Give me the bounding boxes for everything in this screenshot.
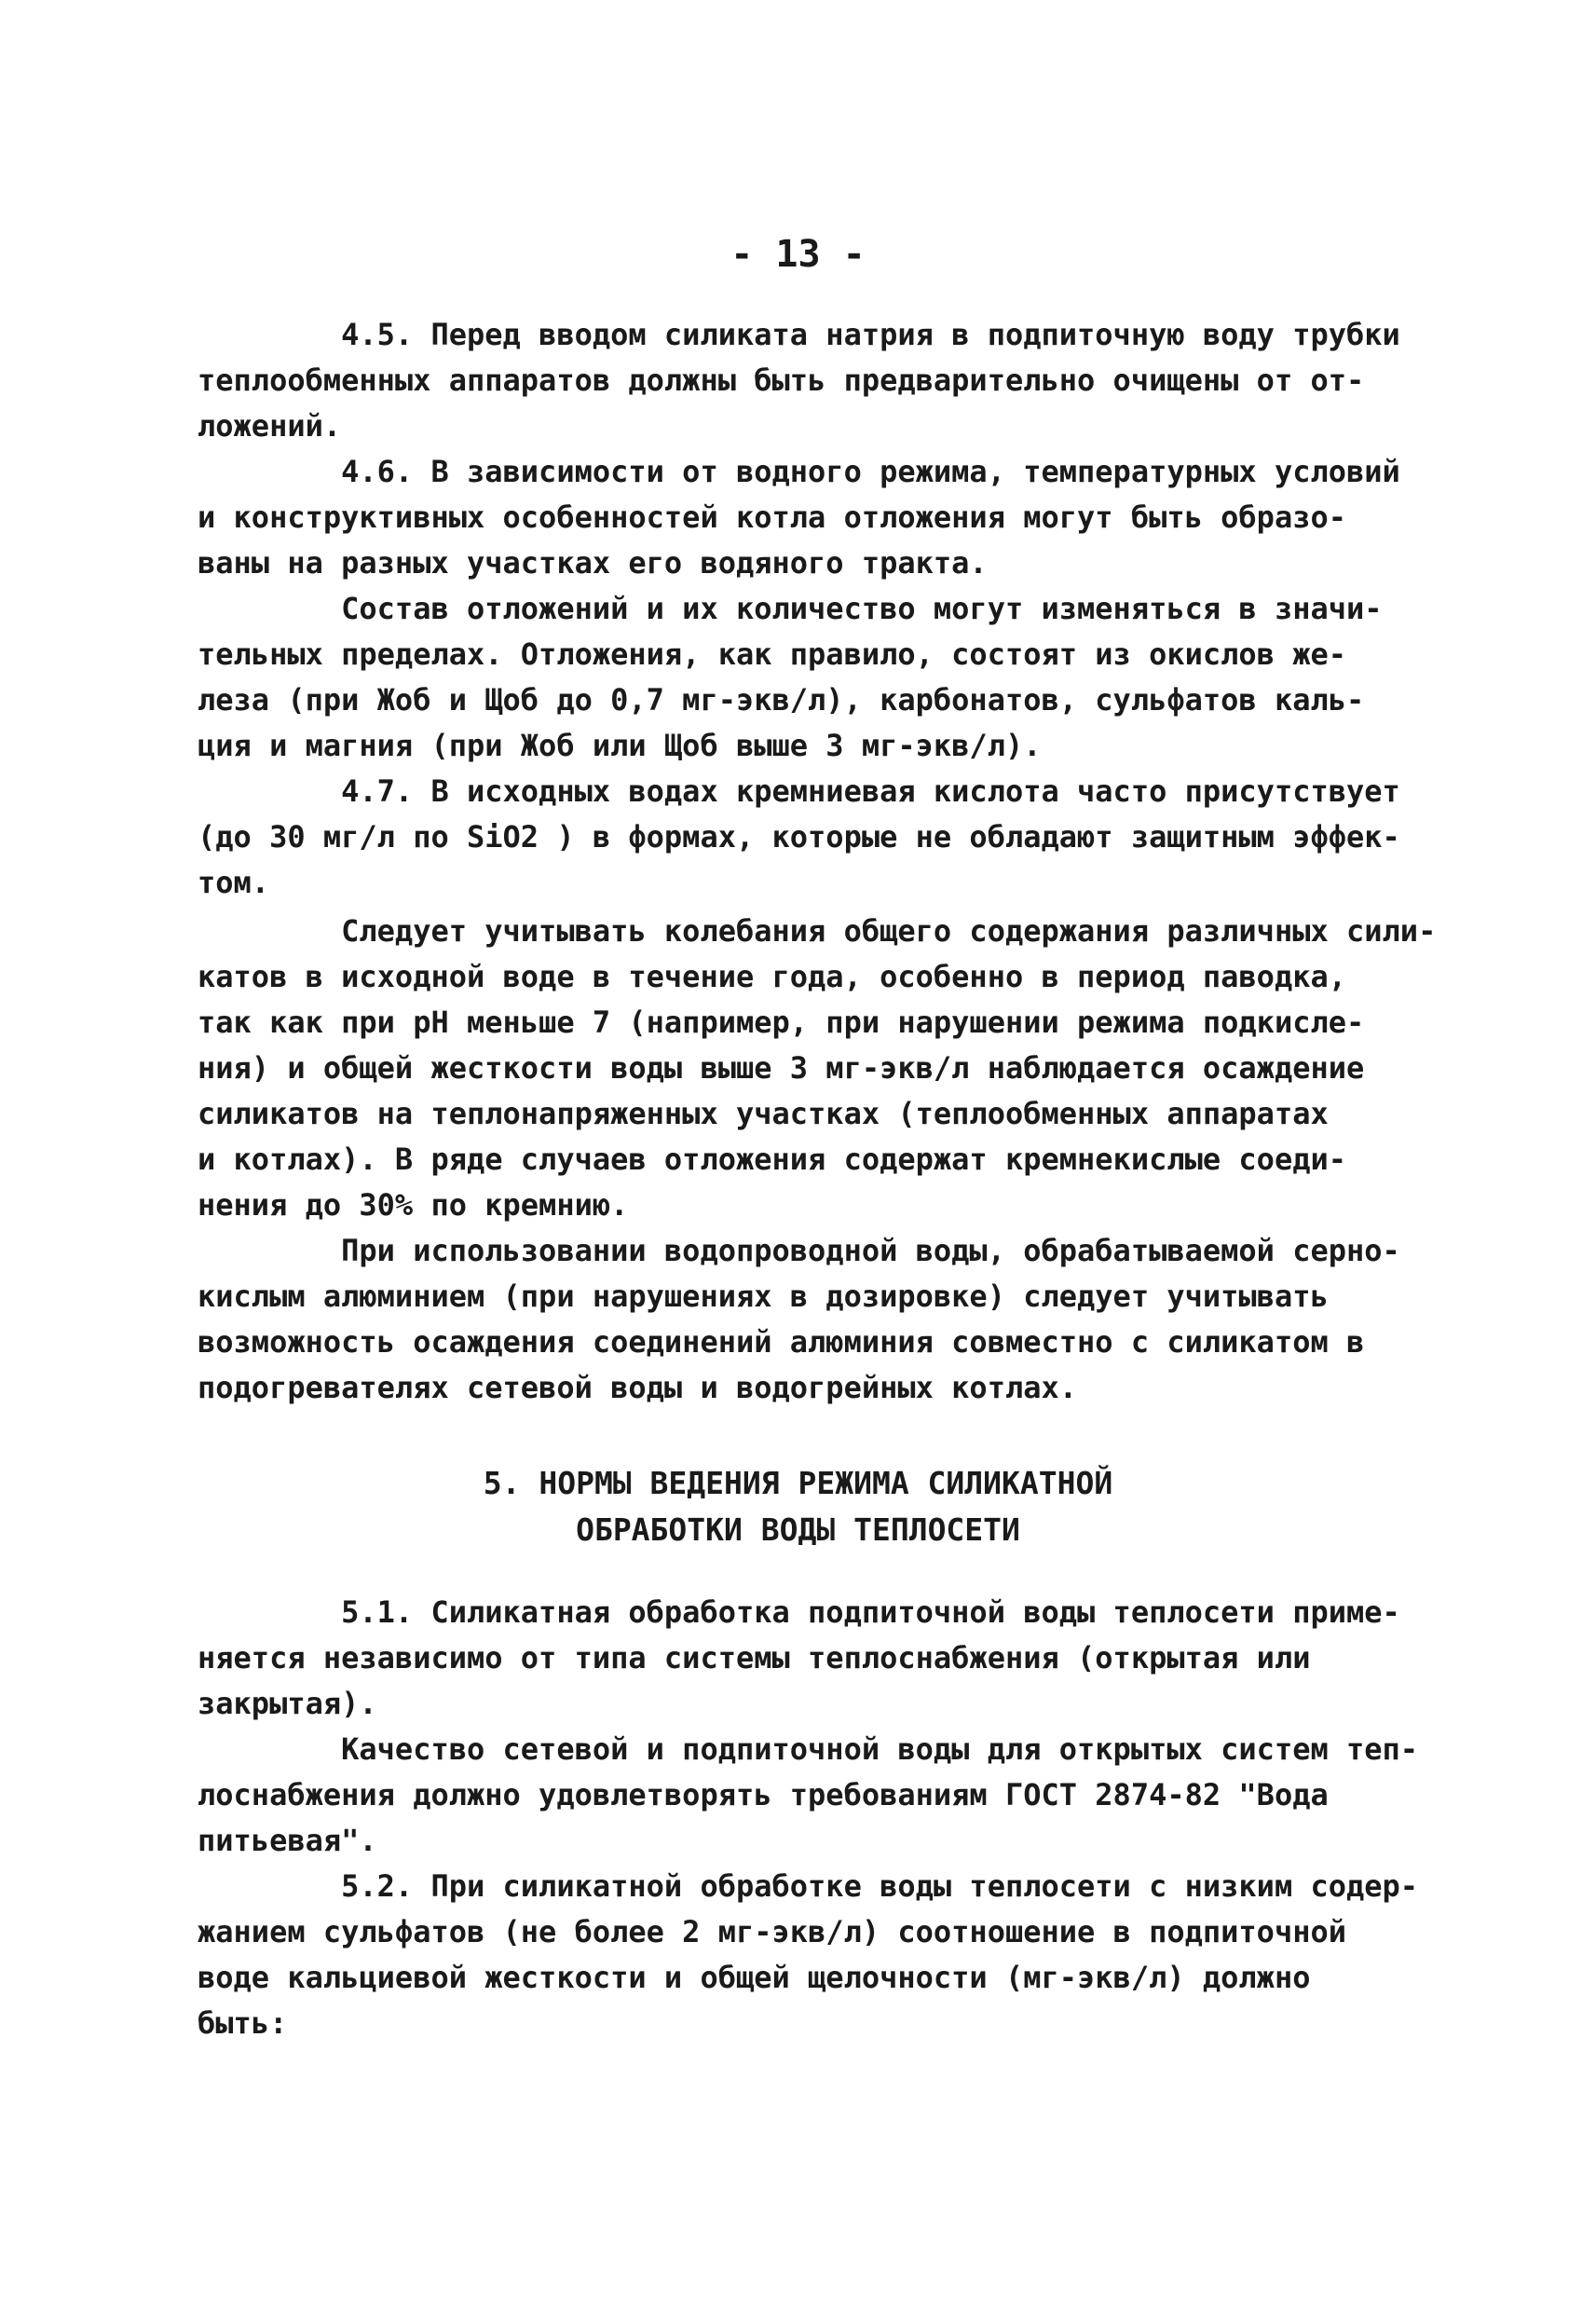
text-line: При использовании водопроводной воды, обрабатываемой серно-	[198, 1233, 1400, 1268]
text-line: ция и магния (при Жоб или Щоб выше 3 мг-экв/л).	[198, 728, 1042, 763]
text-line: 5.1. Силикатная обработка подпиточной воды теплосети приме-	[198, 1594, 1400, 1630]
text-line: закрытая).	[198, 1686, 377, 1721]
text-line: леза (при Жоб и Щоб до 0,7 мг-экв/л), карбонатов, сульфатов каль-	[198, 682, 1365, 718]
text-line: ложений.	[198, 408, 342, 444]
page-number: - 13 -	[730, 233, 866, 276]
section-5-paragraphs	[198, 1590, 1437, 2046]
text-line: и конструктивных особенностей котла отложения могут быть образо-	[198, 499, 1346, 535]
text-line: 4.6. В зависимости от водного режима, температурных условий	[198, 454, 1400, 489]
text-line: ния) и общей жесткости воды выше 3 мг-экв/л наблюдается осаждение	[198, 1050, 1365, 1086]
text-line: ваны на разных участках его водяного тракта.	[198, 545, 988, 581]
text-line: Качество сетевой и подпиточной воды для открытых систем теп-	[198, 1731, 1419, 1767]
text-line: няется независимо от типа системы теплоснабжения (открытая или	[198, 1640, 1311, 1675]
text-line: воде кальциевой жесткости и общей щелочности (мг-экв/л) должно	[198, 1960, 1311, 1995]
text-line: так как при pH меньше 7 (например, при нарушении режима подкисле-	[198, 1005, 1365, 1040]
text-line: лоснабжения должно удовлетворять требованиям ГОСТ 2874-82 "Вода	[198, 1777, 1329, 1812]
text-line: питьевая".	[198, 1823, 377, 1858]
heading-line: 5. НОРМЫ ВЕДЕНИЯ РЕЖИМА СИЛИКАТНОЙ	[483, 1465, 1113, 1501]
text-line: жанием сульфатов (не более 2 мг-экв/л) соотношение в подпиточной	[198, 1914, 1346, 1949]
text-line: (до 30 мг/л по SiO2 ) в формах, которые не обладают защитным эффек-	[198, 819, 1400, 855]
text-line: кислым алюминием (при нарушениях в дозировке) следует учитывать	[198, 1279, 1329, 1314]
text-line: 4.5. Перед вводом силиката натрия в подпиточную воду трубки	[198, 317, 1400, 352]
text-line: быть:	[198, 2005, 288, 2041]
text-line: теплообменных аппаратов должны быть предварительно очищены от от-	[198, 362, 1365, 398]
silicate-paragraphs	[198, 909, 1437, 1411]
text-line: подогревателях сетевой воды и водогрейных котлах.	[198, 1370, 1078, 1405]
heading-line: ОБРАБОТКИ ВОДЫ ТЕПЛОСЕТИ	[576, 1511, 1020, 1548]
text-line: катов в исходной воде в течение года, особенно в период паводка,	[198, 959, 1346, 994]
text-line: тельных пределах. Отложения, как правило, состоят из окислов же-	[198, 636, 1346, 672]
text-line: Следует учитывать колебания общего содержания различных сили-	[198, 913, 1437, 949]
text-line: Состав отложений и их количество могут изменяться в значи-	[198, 591, 1383, 626]
text-line: и котлах). В ряде случаев отложения содержат кремнекислые соеди-	[198, 1142, 1346, 1177]
text-line: нения до 30% по кремнию.	[198, 1187, 629, 1223]
text-line: 4.7. В исходных водах кремниевая кислота часто присутствует	[198, 773, 1400, 809]
text-line: возможность осаждения соединений алюминия совместно с силикатом в	[198, 1324, 1365, 1360]
text-line: том.	[198, 865, 270, 900]
section-5-heading	[0, 1460, 1596, 1553]
text-line: 5.2. При силикатной обработке воды теплосети с низким содер-	[198, 1868, 1419, 1904]
text-line: силикатов на теплонапряженных участках (теплообменных аппаратах	[198, 1096, 1329, 1131]
section-4-paragraphs	[198, 312, 1437, 906]
